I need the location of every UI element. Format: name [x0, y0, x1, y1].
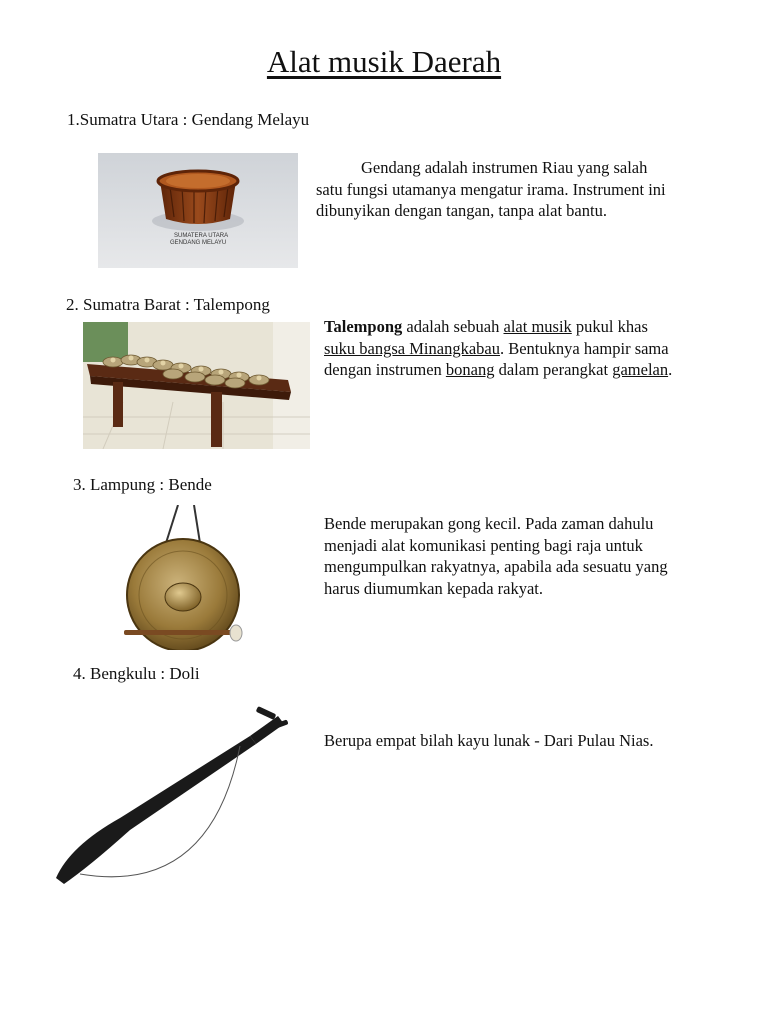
section-text-1 — [316, 157, 676, 222]
section-heading-2: 2. Sumatra Barat : Talempong — [66, 295, 270, 314]
section-text-4: Berupa empat bilah kayu lunak - Dari Pulau Nias. — [324, 731, 654, 750]
section-text-3: Bende merupakan gong kecil. Pada zaman dahulu menjadi alat komunikasi penting bagi raja untuk mengumpulkan rakyatnya, apabila ada sesuatu yang harus diumumkan kepada rakyat. — [324, 514, 668, 598]
text-run: dalam perangkat — [494, 360, 613, 379]
link-bonang[interactable]: bonang — [445, 360, 495, 379]
drum-caption-1: SUMATERA UTARA — [174, 233, 229, 239]
section-heading-1: 1.Sumatra Utara : Gendang Melayu — [67, 110, 310, 129]
doli-graphic — [50, 706, 302, 888]
text-run: . Bentuknya hampir sama dengan instrumen — [324, 338, 669, 379]
talempong-image-graphic — [83, 322, 310, 449]
text-run: pukul khas — [571, 317, 648, 336]
talempong-term: Talempong — [324, 317, 403, 336]
talempong-image — [83, 322, 310, 449]
text-run: adalah sebuah — [402, 317, 504, 336]
section-text-1-body: Gendang adalah instrumen Riau yang salah satu fungsi utamanya mengatur irama. Instrument ini dibunyikan dengan tangan, tanpa alat bantu. — [316, 158, 666, 220]
bende-image — [108, 505, 258, 650]
gong-image — [108, 505, 258, 650]
section-heading-4: 4. Bengkulu : Doli — [73, 664, 200, 683]
section-text-2 — [324, 316, 680, 381]
drum-image — [98, 153, 298, 268]
text-run: . — [668, 360, 673, 379]
link-suku-bangsa-minangkabau[interactable]: suku bangsa Minangkabau — [324, 338, 500, 358]
doli-image — [50, 706, 302, 888]
gendang-image — [98, 153, 298, 268]
page-title: Alat musik Daerah — [266, 44, 502, 79]
link-gamelan[interactable]: gamelan — [612, 360, 669, 379]
drum-caption-2: GENDANG MELAYU — [170, 240, 227, 246]
section-heading-3: 3. Lampung : Bende — [73, 475, 212, 494]
link-alat-musik[interactable]: alat musik — [503, 317, 572, 336]
